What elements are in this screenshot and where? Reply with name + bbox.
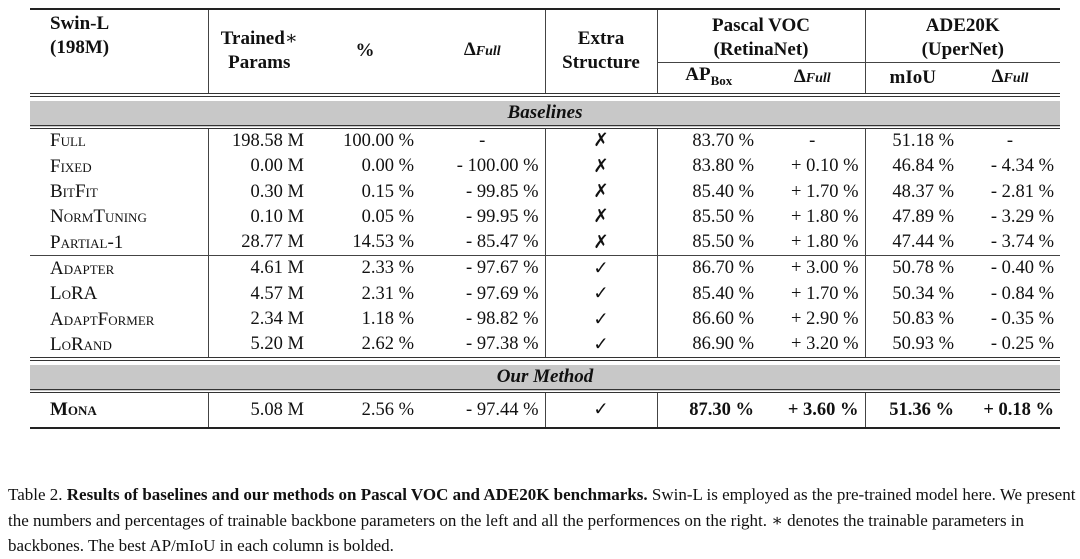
- header-voc-delta: ΔFull: [760, 63, 865, 95]
- cell-voc-delta: -: [809, 130, 816, 151]
- caption-bold: Results of baselines and our methods on Pascal VOC and ADE20K benchmarks.: [66, 485, 648, 504]
- our-method-group: [30, 391, 1060, 428]
- cell-delta-full: - 97.44 %: [466, 399, 539, 420]
- table-row: [30, 391, 1060, 428]
- cell-method: AdaptFormer: [50, 308, 155, 330]
- header-ade20k: ADE20K (UperNet): [865, 9, 1060, 62]
- header-ade-delta: ΔFull: [960, 63, 1060, 95]
- cell-extra-structure: ✗: [545, 230, 657, 256]
- header-delta-full: ΔFull: [463, 39, 501, 61]
- table-row: [30, 282, 1060, 307]
- cell-delta-full: - 99.95 %: [466, 206, 539, 227]
- results-table: [30, 8, 1060, 429]
- cell-delta-full: - 99.85 %: [466, 181, 539, 202]
- cell-trained-params: 0.30 M: [208, 179, 310, 204]
- cell-miou: 47.89 %: [865, 205, 960, 230]
- header-trained-params: Trained∗ Params: [208, 9, 310, 95]
- table-row: [30, 256, 1060, 282]
- cell-voc-delta: + 1.80 %: [791, 232, 859, 253]
- cell-trained-params: 0.10 M: [208, 205, 310, 230]
- cell-ade-delta: - 4.34 %: [990, 156, 1055, 177]
- cell-percent: 2.33 %: [310, 256, 420, 282]
- cell-ade-delta: - 3.74 %: [990, 232, 1055, 253]
- cell-ade-delta: - 0.35 %: [990, 309, 1055, 330]
- cell-extra-structure: ✗: [545, 205, 657, 230]
- cell-percent: 0.05 %: [361, 206, 414, 227]
- cell-trained-params: 2.34 M: [208, 307, 310, 332]
- cell-extra-structure: ✗: [545, 179, 657, 204]
- cell-delta-full: - 100.00 %: [456, 156, 539, 177]
- cell-ade-delta: - 0.25 %: [990, 334, 1055, 355]
- cell-trained-params: 28.77 M: [208, 230, 310, 256]
- cell-ap-box: 83.70 %: [657, 127, 760, 154]
- caption-label: Table 2.: [8, 485, 63, 504]
- cell-miou: 50.83 %: [865, 307, 960, 332]
- cell-percent: 100.00 %: [343, 130, 414, 151]
- cell-miou: 50.78 %: [865, 256, 960, 282]
- cell-miou: 50.34 %: [865, 282, 960, 307]
- cell-trained-params: 4.57 M: [208, 282, 310, 307]
- cell-voc-delta: + 3.20 %: [791, 334, 859, 355]
- table-row: [30, 205, 1060, 230]
- cell-voc-delta: + 1.70 %: [791, 283, 859, 304]
- cell-extra-structure: ✗: [545, 154, 657, 179]
- baseline-group-b: [30, 256, 1060, 360]
- header-backbone: Swin-L (198M): [50, 13, 110, 59]
- caption-text: Swin-L is employed as the pre-trained model here. We present the numbers and percentages of trainable backbone parameters on the left and all the performences on the right. ∗ denotes the trainable parameters in backbones. The best AP/mIoU in each column is bolded.: [8, 485, 1076, 555]
- cell-percent: 1.18 %: [361, 309, 414, 330]
- cell-miou: 46.84 %: [865, 154, 960, 179]
- cell-percent: 0.15 %: [361, 181, 414, 202]
- cell-trained-params: 5.08 M: [208, 391, 310, 428]
- table-row: [30, 307, 1060, 332]
- header-pascal-voc: Pascal VOC (RetinaNet): [657, 9, 865, 62]
- header-percent: %: [355, 40, 375, 62]
- cell-method: Full: [50, 130, 86, 152]
- cell-trained-params: 0.00 M: [208, 154, 310, 179]
- cell-ap-box: 86.70 %: [657, 256, 760, 282]
- table-row: [30, 154, 1060, 179]
- cell-ade-delta: - 2.81 %: [990, 181, 1055, 202]
- header-miou: mIoU: [865, 63, 960, 95]
- cell-method: Mona: [50, 399, 97, 421]
- cell-trained-params: 4.61 M: [208, 256, 310, 282]
- header-extra-structure: Extra Structure: [545, 9, 657, 95]
- cell-extra-structure: ✓: [545, 282, 657, 307]
- cell-delta-full: - 98.82 %: [466, 309, 539, 330]
- cell-extra-structure: ✗: [545, 127, 657, 154]
- section-baselines: Baselines: [30, 101, 1060, 127]
- cell-ade-delta: - 3.29 %: [990, 206, 1055, 227]
- table-row: [30, 179, 1060, 204]
- cell-method: BitFit: [50, 181, 98, 203]
- cell-miou: 47.44 %: [865, 230, 960, 256]
- cell-method: Partial-1: [50, 231, 124, 253]
- cell-percent: 0.00 %: [361, 156, 414, 177]
- cell-delta-full: - 85.47 %: [466, 232, 539, 253]
- cell-ap-box: 85.50 %: [657, 205, 760, 230]
- cell-ade-delta: - 0.40 %: [960, 256, 1060, 282]
- table-caption: [8, 482, 1078, 559]
- table-row: [30, 230, 1060, 256]
- cell-ap-box: 85.40 %: [657, 179, 760, 204]
- cell-voc-delta: + 3.60 %: [787, 399, 859, 420]
- cell-miou: 51.36 %: [865, 391, 960, 428]
- cell-method: Adapter: [30, 256, 208, 282]
- cell-voc-delta: + 1.80 %: [791, 206, 859, 227]
- cell-ap-box: 85.40 %: [657, 282, 760, 307]
- cell-percent: 2.56 %: [361, 399, 414, 420]
- cell-ap-box: 87.30 %: [657, 391, 760, 428]
- cell-percent: 14.53 %: [352, 232, 414, 253]
- cell-delta-full: - 97.38 %: [466, 334, 539, 355]
- section-our-method: Our Method: [30, 365, 1060, 391]
- cell-percent: 2.62 %: [361, 334, 414, 355]
- cell-voc-delta: + 3.00 %: [760, 256, 865, 282]
- cell-delta-full: -: [479, 130, 486, 151]
- cell-ade-delta: + 0.18 %: [983, 399, 1055, 420]
- table-row: [30, 127, 1060, 154]
- cell-miou: 48.37 %: [865, 179, 960, 204]
- cell-ap-box: 83.80 %: [657, 154, 760, 179]
- cell-voc-delta: + 0.10 %: [791, 156, 859, 177]
- cell-miou: 51.18 %: [865, 127, 960, 154]
- cell-method: LoRA: [50, 283, 98, 305]
- cell-method: Fixed: [50, 155, 92, 177]
- cell-delta-full: - 97.69 %: [466, 283, 539, 304]
- cell-miou: 50.93 %: [865, 332, 960, 359]
- cell-extra-structure: ✓: [545, 332, 657, 359]
- cell-method: LoRand: [50, 333, 112, 355]
- cell-extra-structure: ✓: [545, 307, 657, 332]
- cell-ade-delta: -: [1006, 130, 1014, 151]
- cell-extra-structure: ✓: [545, 391, 657, 428]
- cell-trained-params: 198.58 M: [208, 127, 310, 154]
- header-ap-box: $AP_{Box}$: [657, 63, 760, 95]
- baseline-group-a: [30, 127, 1060, 256]
- cell-trained-params: 5.20 M: [208, 332, 310, 359]
- cell-ap-box: 86.60 %: [657, 307, 760, 332]
- cell-ade-delta: - 0.84 %: [990, 283, 1055, 304]
- cell-delta-full: - 97.67 %: [420, 256, 545, 282]
- table-row: [30, 332, 1060, 359]
- cell-voc-delta: + 1.70 %: [791, 181, 859, 202]
- cell-ap-box: 85.50 %: [657, 230, 760, 256]
- cell-extra-structure: ✓: [545, 256, 657, 282]
- cell-voc-delta: + 2.90 %: [791, 309, 859, 330]
- cell-percent: 2.31 %: [361, 283, 414, 304]
- cell-ap-box: 86.90 %: [657, 332, 760, 359]
- cell-method: NormTuning: [50, 206, 147, 228]
